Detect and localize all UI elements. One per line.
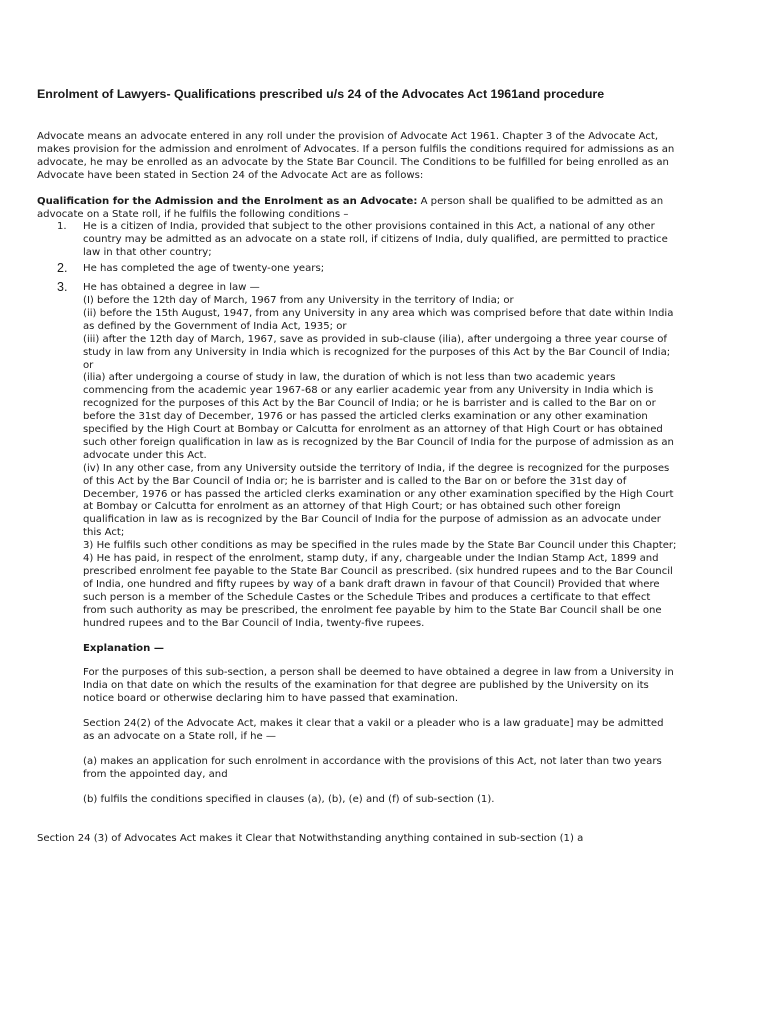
- conditions-list: [37, 221, 677, 630]
- intro-paragraph: Advocate means an advocate entered in any roll under the provision of Advocate Act 1961. Chapter 3 of the Advocate Act, makes provision for the admission and enrolment of Advocates. If a person fulfils the conditions required for admissions as an advocate, he may be enrolled as an advocate by the State Bar Council. The Conditions to be fulfilled for being enrolled as an Advocate have been stated in Section 24 of the Advocate Act are as follows:: [37, 131, 675, 181]
- condition-number-1: 1.: [57, 221, 67, 233]
- subclause-iii: (iii) after the 12th day of March, 1967, save as provided in sub-clause (ilia), after undergoing a three year course of study in law from any University in India which is recognized for the purposes of this Act by the Bar Council of India; or: [83, 333, 671, 371]
- section-24-2-paragraph: Section 24(2) of the Advocate Act, makes it clear that a vakil or a pleader who is a law graduate] may be admitted as an advocate on a State roll, if he —: [83, 718, 664, 743]
- condition-text-2: He has completed the age of twenty-one years;: [83, 263, 325, 275]
- explanation-heading: Explanation —: [83, 642, 164, 654]
- qualification-heading: Qualification for the Admission and the Enrolment as an Advocate:: [37, 195, 418, 207]
- subclause-iv: (iv) In any other case, from any University outside the territory of India, if the degree is recognized for the purposes of this Act by the Bar Council of India or; he is barrister and is called to the Bar on or before the 31st day of December, 1976 or has passed the articled clerks examination or any other examination specified by the High Court at Bombay or Calcutta for enrolment as an attorney of that High Court; or has obtained such other foreign qualification in law as is recognized by the Bar Council of India for the purpose of admission as an advocate under this Act;: [83, 462, 674, 539]
- condition-item-3: [37, 282, 677, 630]
- subclause-ii: (ii) before the 15th August, 1947, from any University in any area which was comprised before that date within India as defined by the Government of India Act, 1935; or: [83, 307, 674, 332]
- subclause-ilia: (ilia) after undergoing a course of study in law, the duration of which is not less than two academic years commencing from the academic year 1967-68 or any earlier academic year from any University in India which is recognized for the purposes of this Act by the Bar Council of India; or he is barrister and is called to the Bar on or before the 31st day of December, 1976 or has passed the articled clerks examination or any other examination specified by the High Court at Bombay or Calcutta for enrolment as an attorney of that High Court or has obtained such other foreign qualification in law as is recognized by the Bar Council of India for the purpose of admission as an advocate under this Act.: [83, 372, 674, 461]
- condition-item-2: [37, 263, 677, 276]
- clause-b: (b) fulfils the conditions specified in clauses (a), (b), (e) and (f) of sub-section (1).: [83, 793, 495, 805]
- qualification-text: A person shall be qualified to be admitted as an advocate on a State roll, if he fulfils the following conditions –: [37, 195, 664, 220]
- explanation-text: For the purposes of this sub-section, a person shall be deemed to have obtained a degree in law from a University in India on that date on which the results of the examination for that degree are published by the University on its notice board or otherwise declaring him to have passed that examination.: [83, 667, 674, 705]
- condition-stamp-duty: 4) He has paid, in respect of the enrolment, stamp duty, if any, chargeable under the Indian Stamp Act, 1899 and prescribed enrolment fee payable to the State Bar Council as prescribed. (six hundred rupees and to the Bar Council of India, one hundred and fifty rupees by way of a bank draft drawn in favour of that Council) Provided that where such person is a member of the Schedule Castes or the Schedule Tribes and produces a certificate to that effect from such authority as may be prescribed, the enrolment fee payable by him to the State Bar Council shall be one hundred rupees and to the Bar Council of India, twenty-five rupees.: [83, 553, 673, 629]
- document-title: Enrolment of Lawyers- Qualifications prescribed u/s 24 of the Advocates Act 1961and procedure: [37, 87, 605, 101]
- qualification-paragraph: [37, 196, 677, 222]
- clause-a: (a) makes an application for such enrolment in accordance with the provisions of this Act, not later than two years from the appointed day, and: [83, 755, 662, 780]
- condition-number-2: 2.: [57, 261, 68, 276]
- condition-item-1: [37, 221, 677, 260]
- section-24-3-paragraph: Section 24 (3) of Advocates Act makes it Clear that Notwithstanding anything contained in sub-section (1) a: [37, 832, 584, 844]
- condition-number-3: 3.: [57, 280, 68, 295]
- condition-text-3: He has obtained a degree in law —: [83, 282, 260, 294]
- document-body: [37, 131, 677, 846]
- condition-text-1: He is a citizen of India, provided that subject to the other provisions contained in this Act, a national of any other country may be admitted as an advocate on a state roll, if citizens of India, duly qualified, are permitted to practice law in that other country;: [83, 221, 668, 259]
- subclause-i: (I) before the 12th day of March, 1967 from any University in the territory of India; or: [83, 294, 514, 306]
- condition-other-rules: 3) He fulfils such other conditions as may be specified in the rules made by the State Bar Council under this Chapter;: [83, 540, 677, 552]
